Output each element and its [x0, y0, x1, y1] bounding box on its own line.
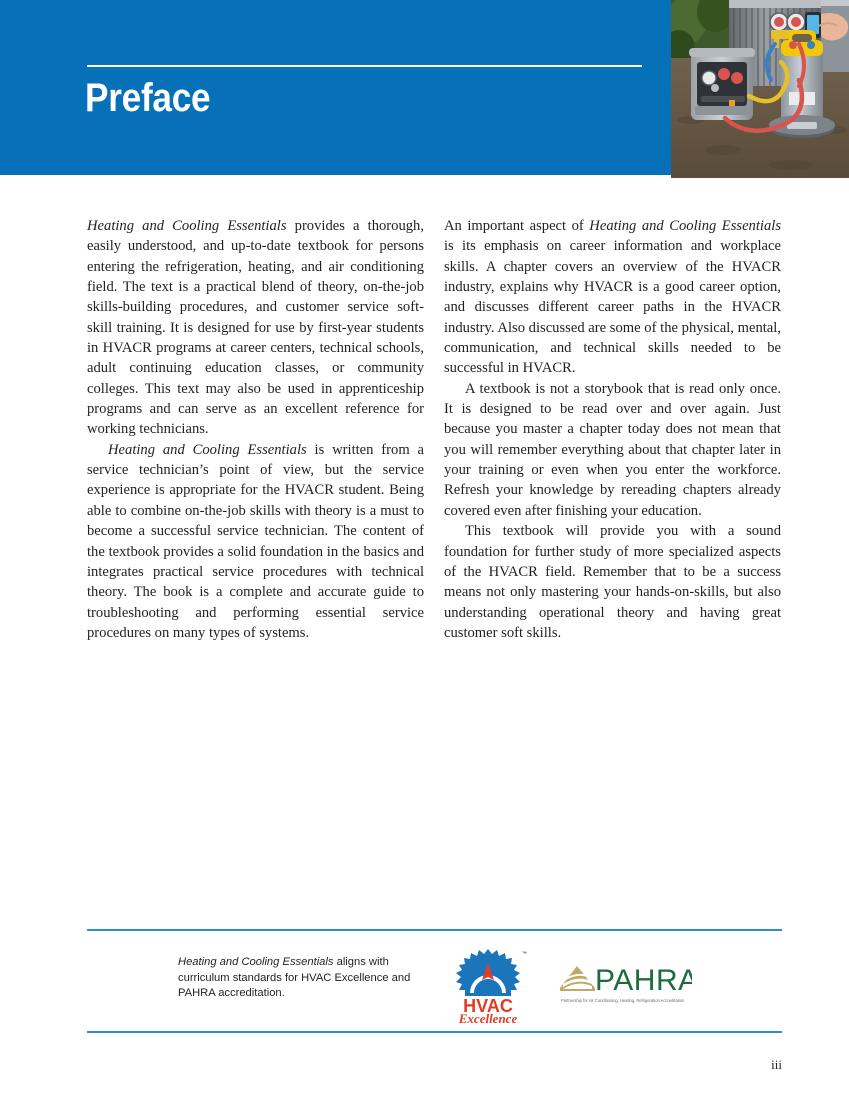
paragraph-text: provides a thorough, easily understood, and up-to-date textbook for persons entering the refrigeration, heating, and air conditioning field. The text is a practical blend of theory, on-the-job skills-building procedures, and customer service soft-skill training. It is designed for use by first-year students in HVACR programs at career centers, technical schools, adult continuing education classes, or community colleges. This text may also be used in apprenticeship programs and can serve as an excellent reference for working technicians. — [87, 218, 424, 438]
excellence-wordmark: Excellence — [458, 1011, 518, 1025]
right-column — [444, 216, 781, 643]
pahra-house-mark — [560, 966, 595, 991]
footer-note-text: aligns with curriculum standards for HVAC Excellence and PAHRA accreditation. — [178, 956, 411, 999]
footer-note — [178, 955, 428, 1002]
hvac-wordmark: HVAC — [463, 996, 513, 1016]
book-title: Heating and Cooling Essentials — [589, 218, 781, 234]
trademark-symbol: ™ — [522, 951, 527, 957]
pahra-tagline: Partnership for Air Conditioning, Heating, Refrigeration Accreditation — [561, 998, 685, 1003]
hvac-excellence-logo-icon — [448, 947, 528, 1025]
paragraph-text: A textbook is not a storybook that is read only once. It is designed to be read over and over again. Just because you master a chapter today does not mean that you will remember everything about that chapter later in your training or even when you enter the workforce. Refresh your knowledge by rereading chapters already covered even after finishing your education. — [444, 380, 781, 519]
pahra-wordmark: PAHRA — [595, 964, 692, 997]
footer-content — [87, 950, 782, 1025]
paragraph — [87, 216, 424, 440]
paragraph — [444, 216, 781, 379]
footer-rule-top — [87, 929, 782, 931]
pahra-logo-icon — [557, 958, 692, 1010]
left-column — [87, 216, 424, 643]
header-rule — [87, 65, 642, 67]
paragraph — [444, 379, 781, 521]
footer-book-title: Heating and Cooling Essentials — [178, 956, 334, 968]
header-photo — [671, 0, 849, 178]
page-title: Preface — [85, 76, 211, 120]
paragraph — [87, 440, 424, 643]
hvac-excellence-logo — [448, 947, 528, 1025]
paragraph-text: is written from a service technician’s point of view, but the service experience is appropriate for the HVACR student. Being able to combine on-the-job skills with theory is a must to become a successful service technician. The content of the textbook provides a solid foundation in the basics and integrates practical service procedures with technical theory. The book is a complete and accurate guide to troubleshooting and performing essential service procedures on many types of systems. — [87, 441, 425, 641]
paragraph-text: is its emphasis on career information and workplace skills. A chapter covers an overview of the HVACR industry, explains why HVACR is a good career option, and discusses different career paths in the HVACR industry. Also discussed are some of the physical, mental, communication, and technical skills needed to be successful in HVACR. — [444, 238, 781, 377]
paragraph — [444, 521, 781, 643]
book-title: Heating and Cooling Essentials — [108, 441, 307, 458]
book-title: Heating and Cooling Essentials — [87, 218, 287, 234]
hvac-service-photo-icon — [671, 0, 849, 178]
pahra-logo — [557, 958, 692, 1010]
body-area — [87, 216, 782, 643]
page-number: iii — [771, 1057, 782, 1072]
paragraph-text: An important aspect of — [444, 218, 590, 234]
paragraph-text: This textbook will provide you with a sound foundation for further study of more specialized aspects of the HVACR field. Remember that to be a success means not only mastering your hands-on-skills, but also understanding operational theory and having great customer soft skills. — [444, 523, 781, 641]
footer-rule-bottom — [87, 1031, 782, 1033]
